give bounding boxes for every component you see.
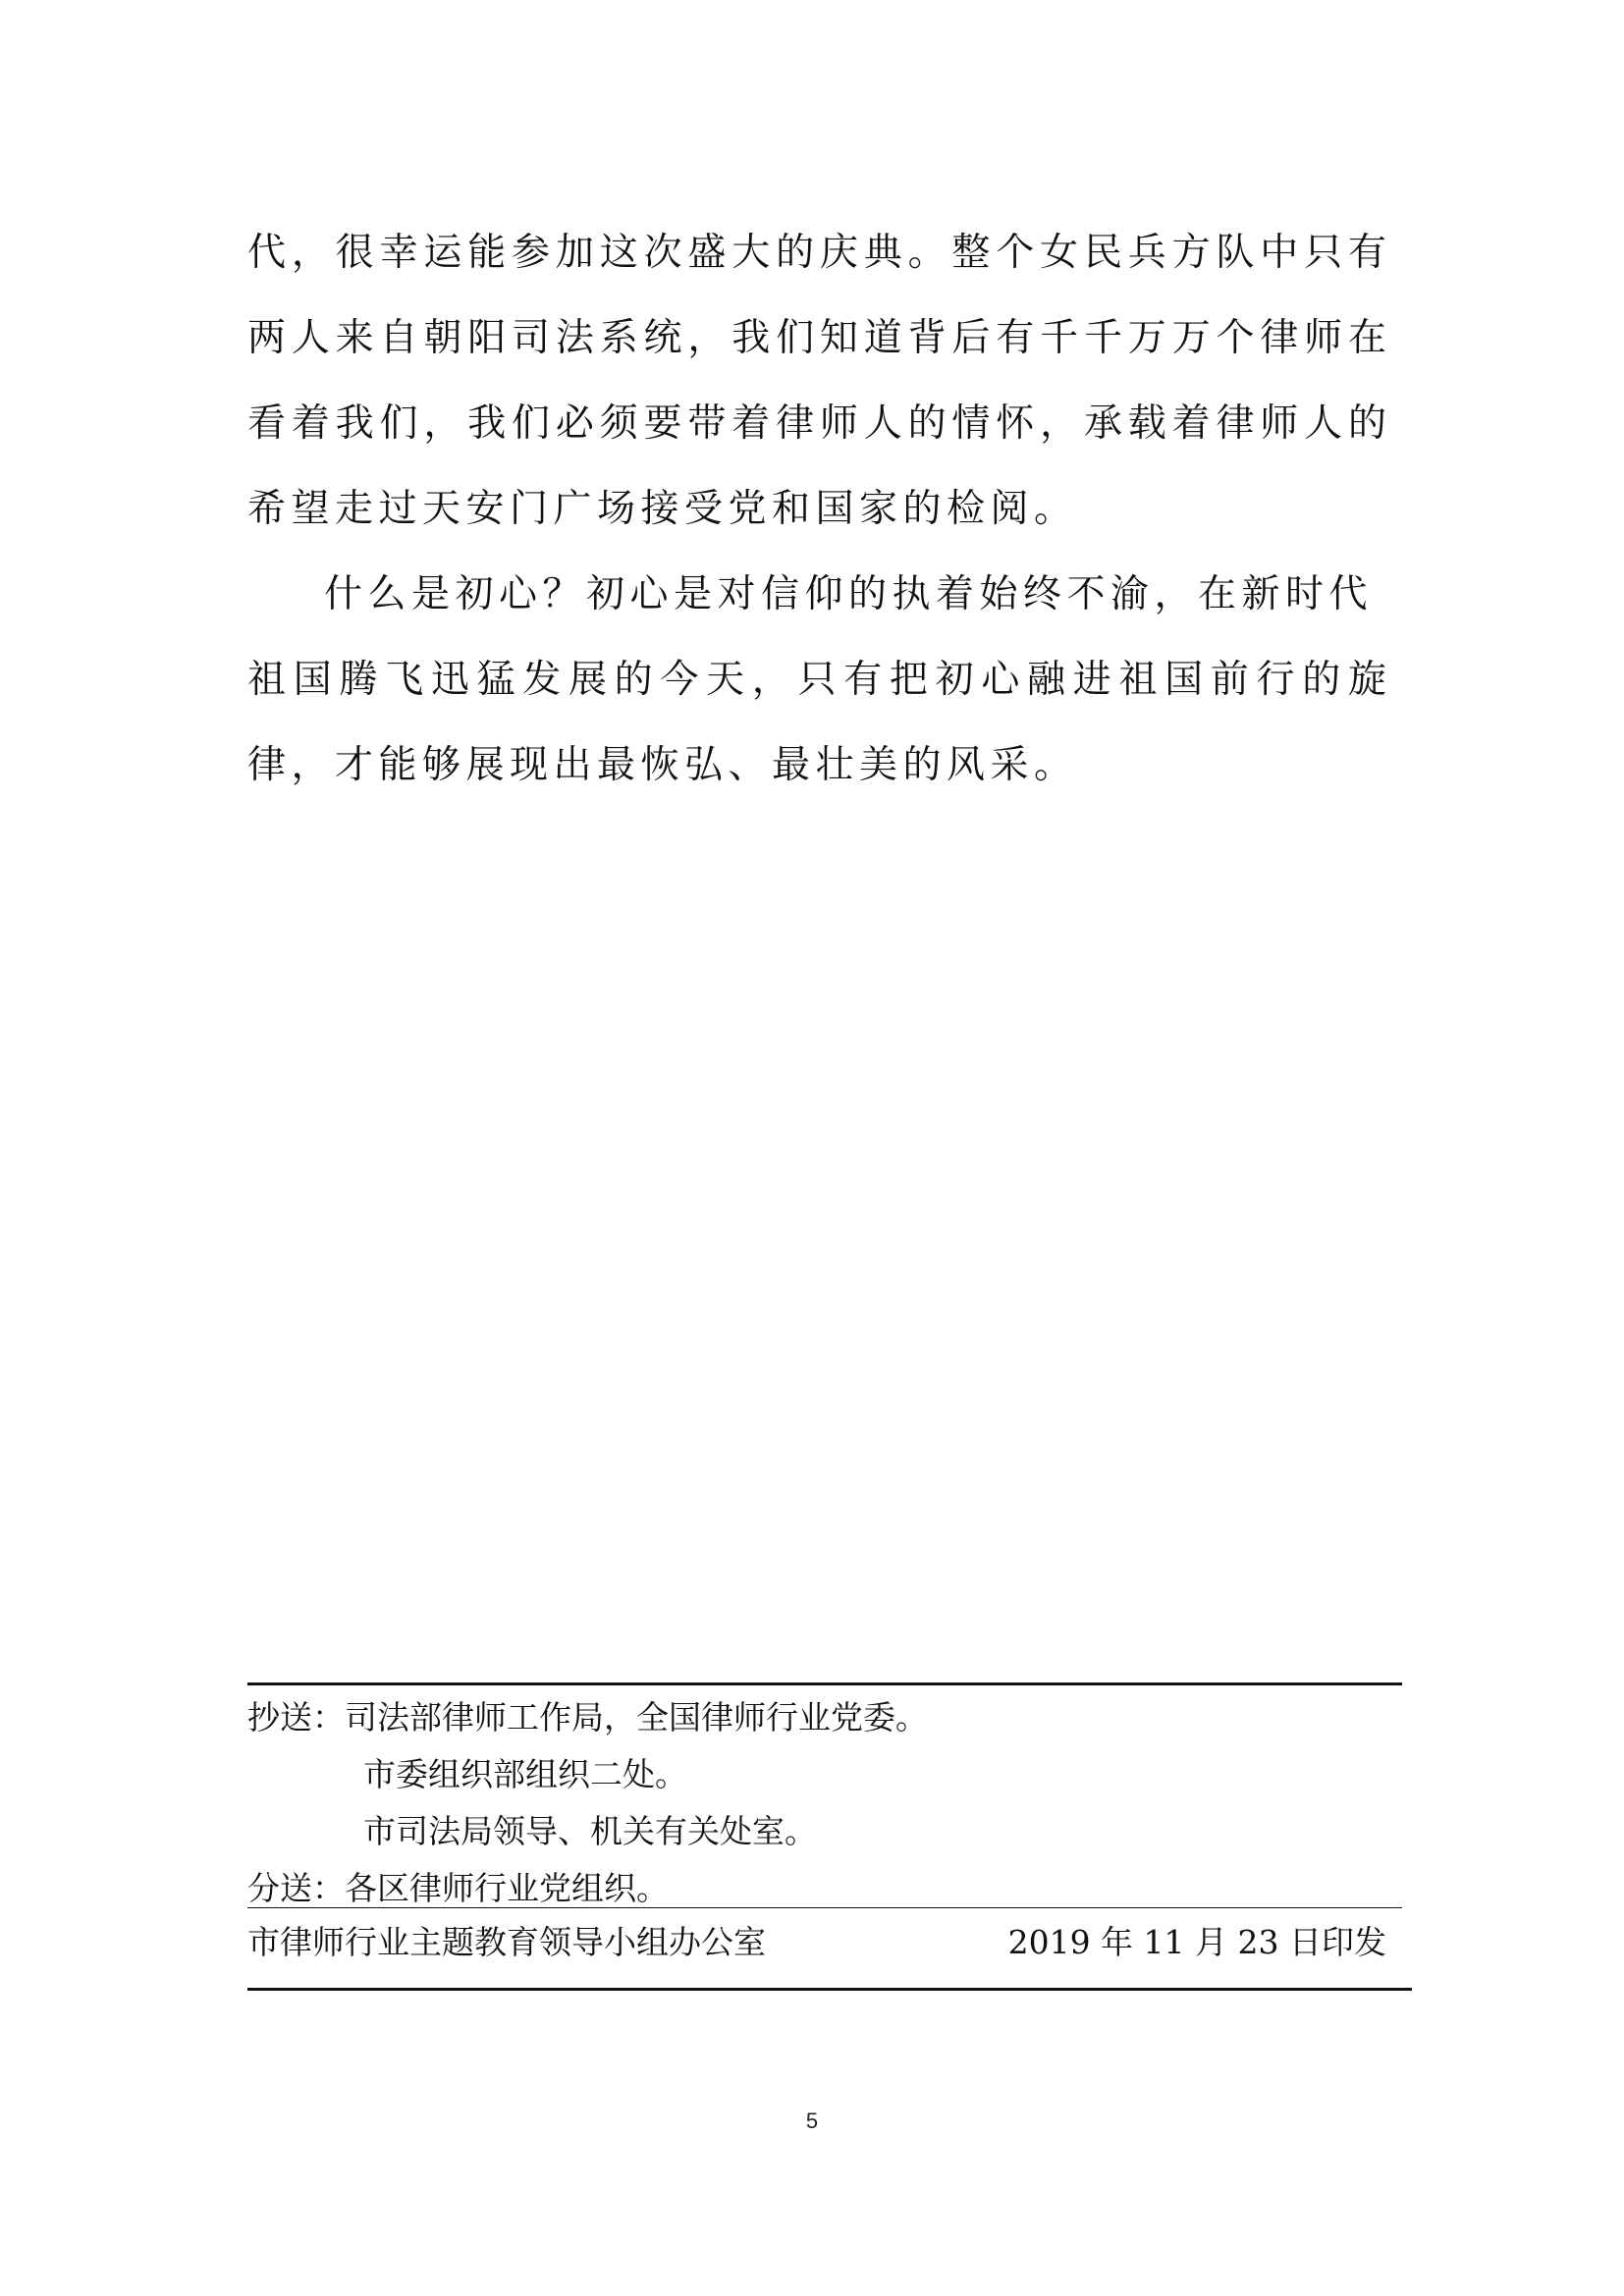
copy-to-line	[247, 1746, 1386, 1803]
distribute-to-label: 分送：	[247, 1869, 345, 1907]
issuer-row	[247, 1910, 1386, 1975]
copy-to-recipient: 市委组织部组织二处。	[363, 1755, 687, 1793]
footer-middle-rule	[247, 1907, 1402, 1908]
page-number: 5	[805, 2109, 819, 2133]
copy-to-line	[247, 1689, 1386, 1746]
copy-to-label: 抄送：	[247, 1698, 345, 1736]
copy-to-recipient: 市司法局领导、机关有关处室。	[363, 1812, 817, 1850]
footer-bottom-rule	[247, 1988, 1412, 1991]
copy-to-block	[247, 1689, 1386, 1917]
paragraph-line: 律，才能够展现出最恢弘、最壮美的风采。	[247, 743, 1078, 787]
issuer-name: 市律师行业主题教育领导小组办公室	[247, 1923, 766, 1961]
distribute-to-recipient: 各区律师行业党组织。	[345, 1869, 669, 1907]
paragraph-line: 两人来自朝阳司法系统，我们知道背后有千千万万个律师在	[247, 316, 1386, 360]
paragraph-line: 看着我们，我们必须要带着律师人的情怀，承载着律师人的	[247, 401, 1386, 446]
issue-date: 2019 年 11 月 23 日印发	[1007, 1923, 1386, 1961]
paragraph-line: 希望走过天安门广场接受党和国家的检阅。	[247, 487, 1078, 531]
copy-to-recipient: 司法部律师工作局，全国律师行业党委。	[345, 1698, 928, 1736]
paragraph-line: 代，很幸运能参加这次盛大的庆典。整个女民兵方队中只有	[247, 231, 1386, 275]
copy-to-line	[247, 1803, 1386, 1860]
footer-top-rule	[247, 1682, 1402, 1685]
paragraph-line: 祖国腾飞迅猛发展的今天，只有把初心融进祖国前行的旋	[247, 658, 1386, 702]
body-text	[247, 210, 1386, 808]
distribute-to-line	[247, 1860, 1386, 1917]
paragraph-line: 什么是初心？初心是对信仰的执着始终不渝，在新时代	[324, 572, 1374, 616]
